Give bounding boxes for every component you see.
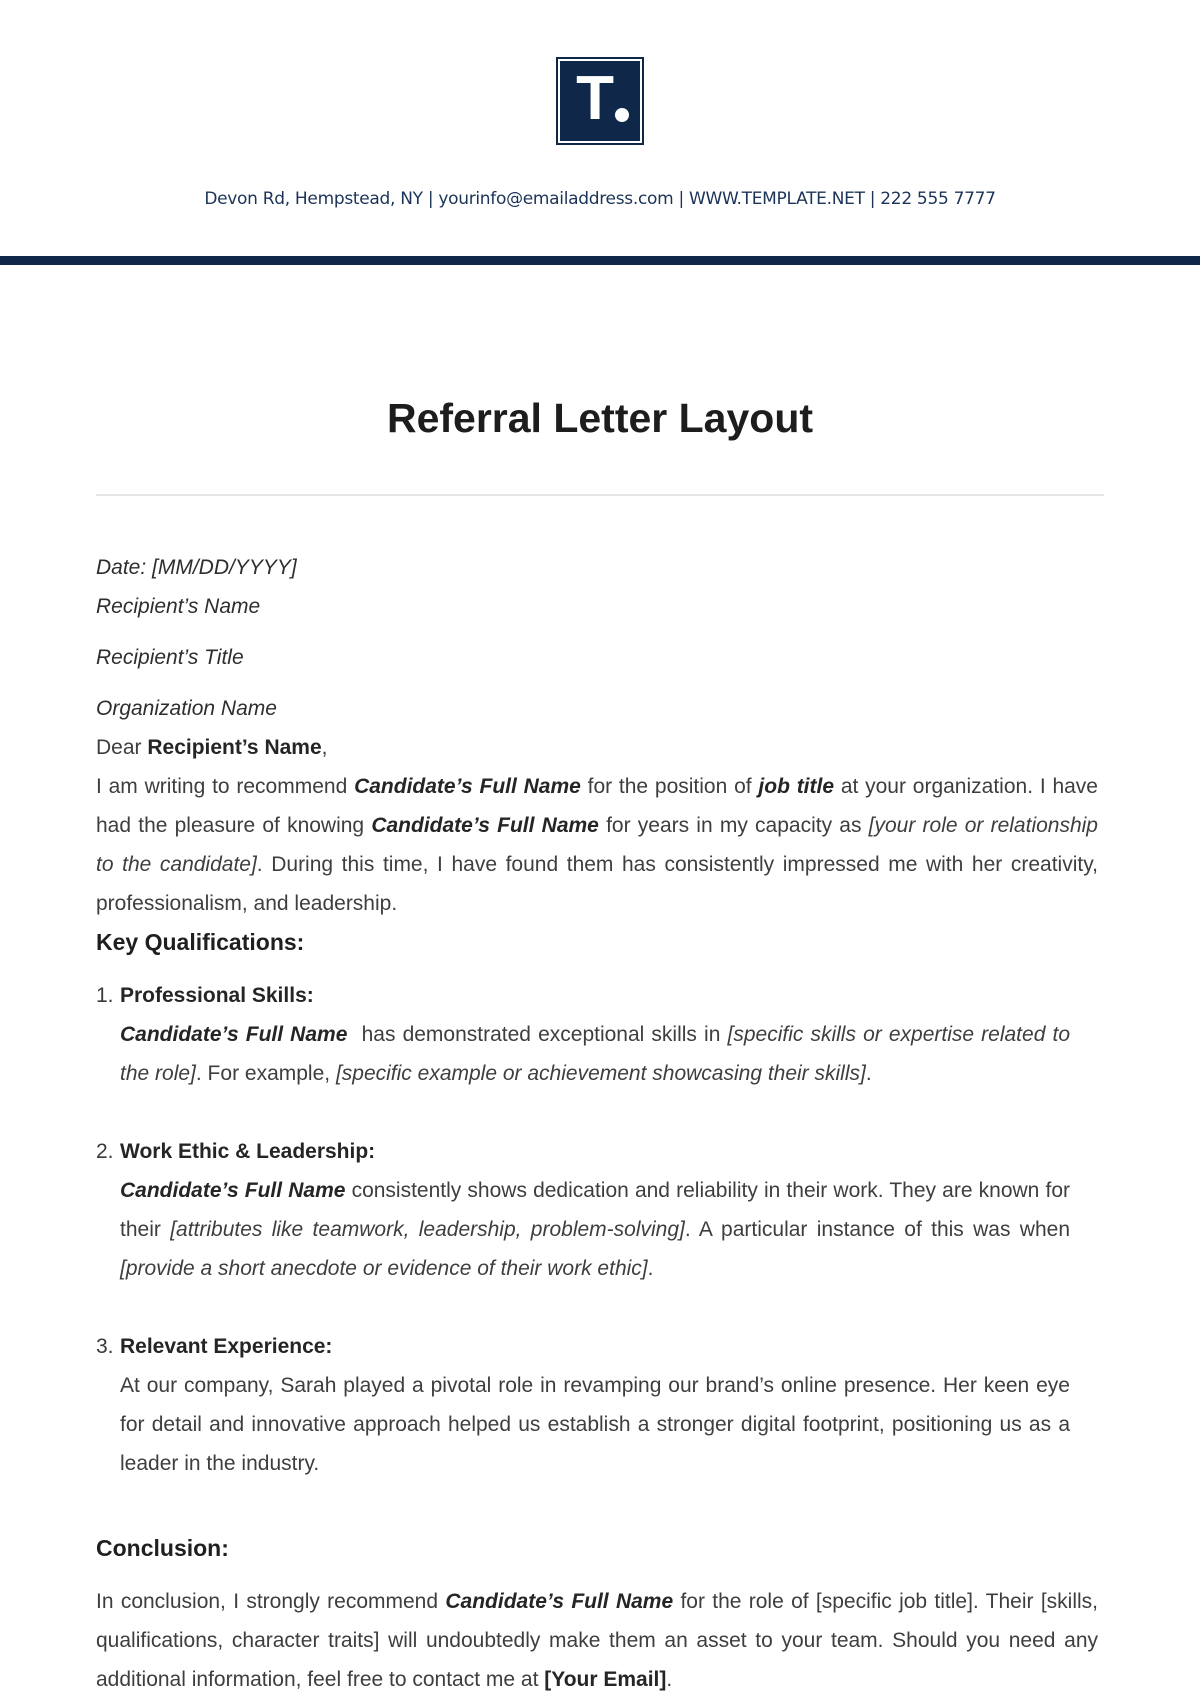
item-text: consistently shows dedication and reliability in their work. They are known for their	[120, 1179, 1070, 1241]
qualifications-list	[96, 976, 1098, 1483]
candidate-name: Candidate’s Full Name	[371, 814, 599, 837]
item-heading: Professional Skills:	[120, 984, 314, 1007]
item-text: has demonstrated exceptional skills in	[347, 1023, 728, 1046]
email-placeholder: [Your Email]	[544, 1668, 667, 1691]
item-body: At our company, Sarah played a pivotal role in revamping our brand’s online presence. Her keen eye for detail and innovative approach helped us establish a stronger digital footprint, positioning us as a leader in the industry.	[120, 1374, 1070, 1475]
candidate-name: Candidate’s Full Name	[354, 775, 581, 798]
date-line: Date: [MM/DD/YYYY]	[96, 556, 297, 579]
intro-text: at your organization. I have had the pleasure of knowing	[96, 775, 1098, 837]
title-divider	[96, 494, 1104, 496]
conclusion-text: In conclusion, I strongly recommend	[96, 1590, 446, 1613]
item-body	[120, 1171, 1070, 1288]
intro-text: for the position of	[580, 775, 759, 798]
logo-letter: T	[576, 64, 614, 133]
placeholder-text: [attributes like teamwork, leadership, problem-solving]	[170, 1218, 685, 1241]
placeholder-text: [specific example or achievement showcasing their skills]	[335, 1062, 866, 1085]
item-number: 1.	[96, 984, 114, 1007]
conclusion-text: .	[666, 1668, 673, 1691]
item-body	[120, 1015, 1070, 1093]
item-text: . A particular instance of this was when	[684, 1218, 1071, 1241]
item-number: 3.	[96, 1335, 114, 1358]
brand-logo	[556, 57, 644, 145]
key-qualifications-heading: Key Qualifications:	[96, 929, 305, 955]
conclusion-paragraph	[96, 1582, 1098, 1699]
salutation-name: Recipient’s Name	[147, 736, 322, 759]
salutation-suffix: ,	[321, 736, 328, 759]
logo-dot-icon	[615, 108, 629, 122]
intro-text: for years in my capacity as	[598, 814, 869, 837]
recipient-name: Recipient’s Name	[96, 595, 261, 618]
role-placeholder: [your role or relationship to the candidate]	[96, 814, 1098, 876]
page-title: Referral Letter Layout	[386, 395, 814, 441]
item-heading: Work Ethic & Leadership:	[120, 1140, 376, 1163]
candidate-name: Candidate’s Full Name	[120, 1179, 346, 1202]
header-rule	[0, 256, 1200, 265]
job-title: job title	[758, 775, 835, 798]
intro-paragraph	[96, 767, 1098, 923]
item-heading: Relevant Experience:	[120, 1335, 333, 1358]
conclusion-text: for the role of [specific job title]. Their [skills, qualifications, character traits] will undoubtedly make them an asset to your team. Should you need any additional information, feel free to contact me at	[96, 1590, 1098, 1691]
intro-text: . During this time, I have found them has consistently impressed me with her creativity, professionalism, and leadership.	[96, 853, 1098, 915]
conclusion-heading: Conclusion:	[96, 1535, 229, 1561]
list-item	[96, 1327, 1098, 1483]
item-text: . For example,	[195, 1062, 336, 1085]
list-item	[96, 976, 1098, 1093]
candidate-name: Candidate’s Full Name	[445, 1590, 674, 1613]
candidate-name: Candidate’s Full Name	[120, 1023, 348, 1046]
placeholder-text: [specific skills or expertise related to the role]	[120, 1023, 1070, 1085]
intro-text: I am writing to recommend	[96, 775, 355, 798]
placeholder-text: [provide a short anecdote or evidence of their work ethic]	[120, 1257, 648, 1280]
recipient-title: Recipient’s Title	[96, 646, 244, 669]
item-number: 2.	[96, 1140, 114, 1163]
salutation-prefix: Dear	[96, 736, 148, 759]
organization-name: Organization Name	[96, 697, 277, 720]
item-text: .	[647, 1257, 654, 1280]
letterhead	[0, 0, 1200, 266]
list-item	[96, 1132, 1098, 1288]
salutation	[96, 728, 1098, 767]
contact-info: Devon Rd, Hempstead, NY | yourinfo@emailaddress.com | WWW.TEMPLATE.NET | 222 555 7777	[204, 189, 996, 209]
letter-body	[96, 548, 1098, 1699]
item-text: .	[865, 1062, 872, 1085]
